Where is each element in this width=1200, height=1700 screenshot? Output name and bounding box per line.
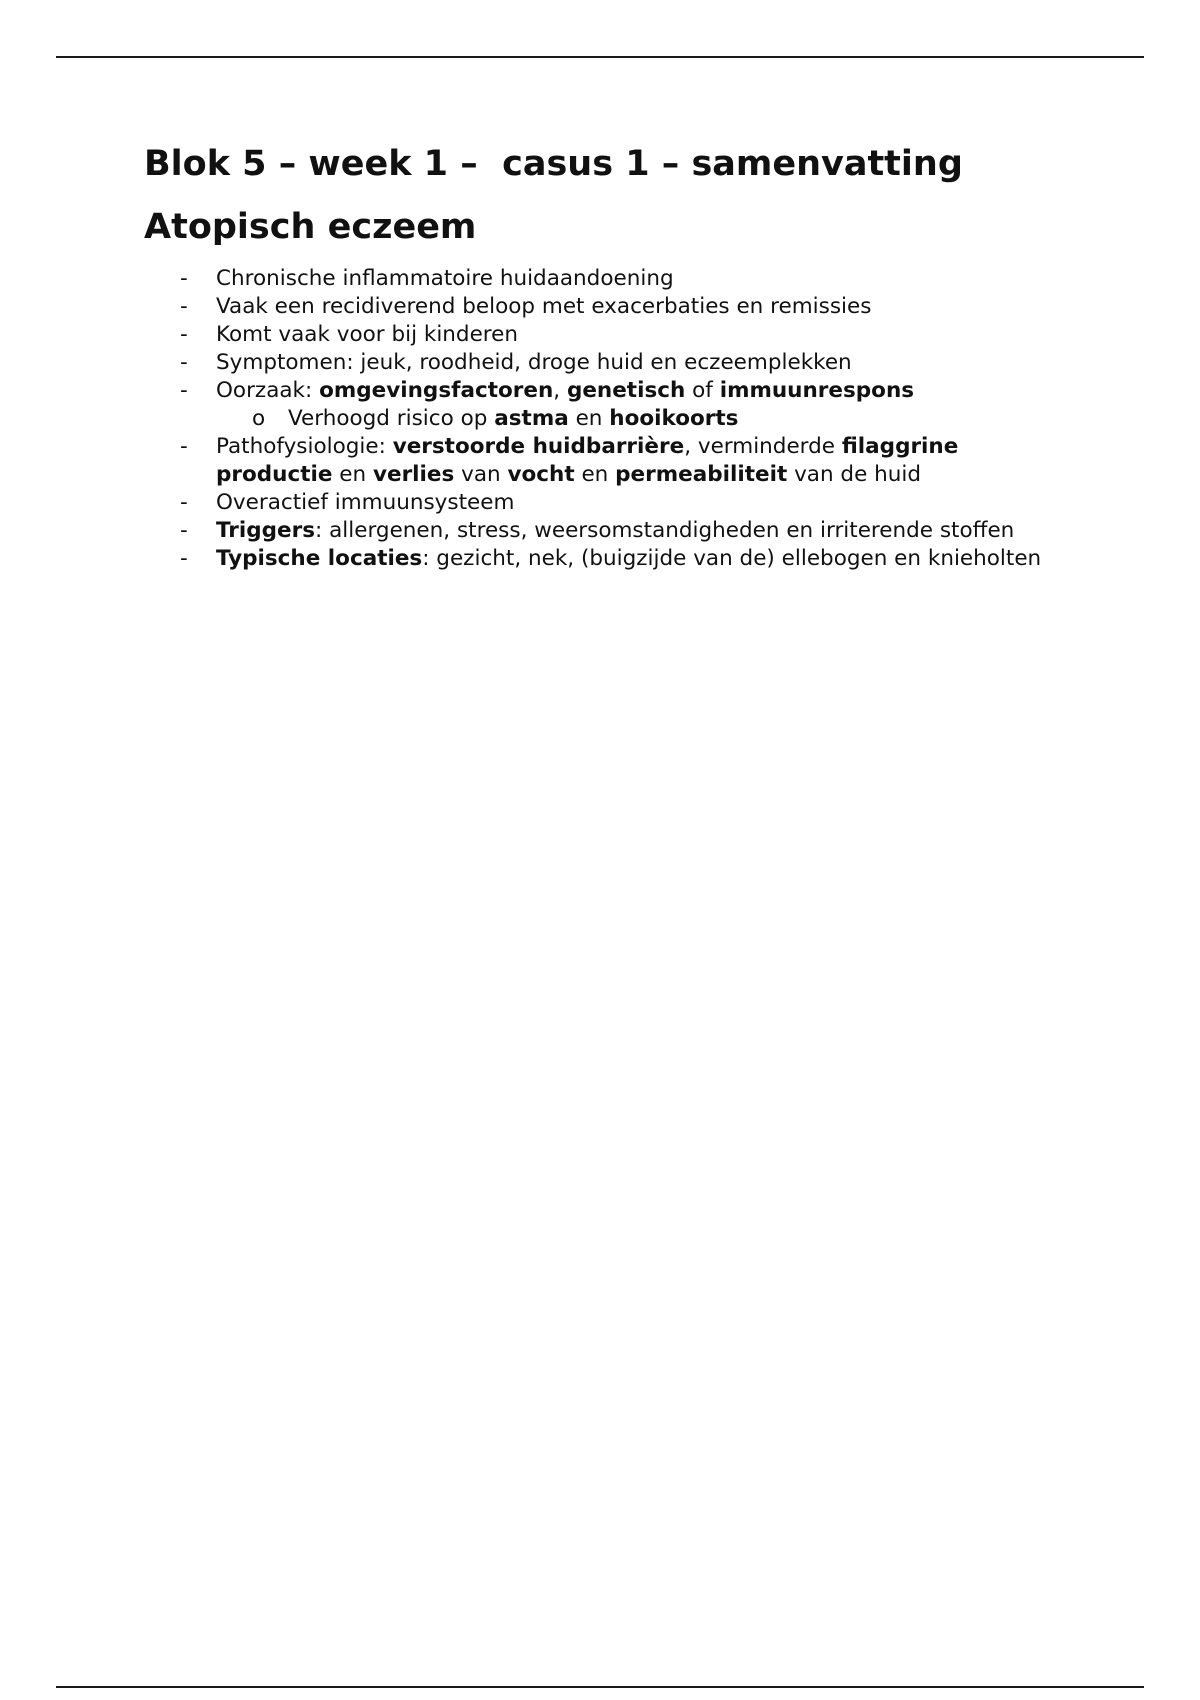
list-item-text (288, 406, 738, 431)
bold-term: verlies (372, 462, 455, 487)
document-body (144, 140, 1074, 573)
list-item (144, 349, 1074, 377)
list-item (144, 293, 1074, 321)
bold-term: filaggrine productie (216, 434, 959, 487)
list-item-text: Symptomen: jeuk, roodheid, droge huid en eczeemplekken (216, 350, 852, 375)
text-run: of (685, 378, 720, 403)
dash-bullet: - (180, 322, 188, 347)
list-item-text (216, 546, 1041, 571)
list-item-text (216, 378, 914, 403)
list-item (144, 545, 1074, 573)
list-item-text: Vaak een recidiverend beloop met exacerbaties en remissies (216, 294, 872, 319)
bold-term: hooikoorts (609, 406, 739, 431)
bold-term: Triggers (216, 518, 316, 543)
text-run: Verhoogd risico op (288, 406, 495, 431)
footer-rule (56, 1686, 1144, 1688)
bold-term: verstoorde huidbarrière (392, 434, 685, 459)
text-run: en (332, 462, 373, 487)
bold-term: omgevingsfactoren (319, 378, 554, 403)
list-item (144, 489, 1074, 517)
dash-bullet: - (180, 378, 188, 403)
list-item-text (216, 518, 1014, 543)
text-run: en (568, 406, 610, 431)
section-heading: Atopisch eczeem (144, 207, 477, 247)
text-run: , (553, 378, 567, 403)
list-item-text: Chronische inflammatoire huidaandoening (216, 266, 674, 291)
text-run: Pathofysiologie: (216, 434, 393, 459)
dash-bullet: - (180, 294, 188, 319)
list-item (144, 517, 1074, 545)
dash-bullet: - (180, 518, 188, 543)
text-run: van (454, 462, 508, 487)
list-item (144, 433, 1074, 489)
list-item (144, 265, 1074, 293)
list-item-text: Komt vaak voor bij kinderen (216, 322, 519, 347)
document-title: Blok 5 – week 1 – casus 1 – samenvatting (144, 144, 963, 184)
dash-bullet: - (180, 490, 188, 515)
text-run: van de huid (787, 462, 922, 487)
list-item (144, 321, 1074, 349)
sub-list-item (216, 405, 1074, 433)
header-rule (56, 56, 1144, 58)
bold-term: Typische locaties (216, 546, 423, 571)
bold-term: immuunrespons (719, 378, 915, 403)
text-run: : gezicht, nek, (buigzijde van de) ellebogen en knieholten (422, 546, 1042, 571)
bullet-list (144, 265, 1074, 573)
dash-bullet: - (180, 350, 188, 375)
list-item-text (216, 434, 958, 487)
bold-term: permeabiliteit (615, 462, 788, 487)
text-run: : allergenen, stress, weersomstandigheden en irriterende stoffen (315, 518, 1015, 543)
text-run: , verminderde (684, 434, 842, 459)
text-run: en (574, 462, 616, 487)
list-item-text: Overactief immuunsysteem (216, 490, 515, 515)
bold-term: astma (494, 406, 569, 431)
text-run: Oorzaak: (216, 378, 320, 403)
bold-term: vocht (507, 462, 575, 487)
dash-bullet: - (180, 434, 188, 459)
circle-bullet: o (252, 406, 266, 431)
sub-list (216, 405, 1074, 433)
dash-bullet: - (180, 266, 188, 291)
bold-term: genetisch (566, 378, 686, 403)
dash-bullet: - (180, 546, 188, 571)
list-item (144, 377, 1074, 433)
